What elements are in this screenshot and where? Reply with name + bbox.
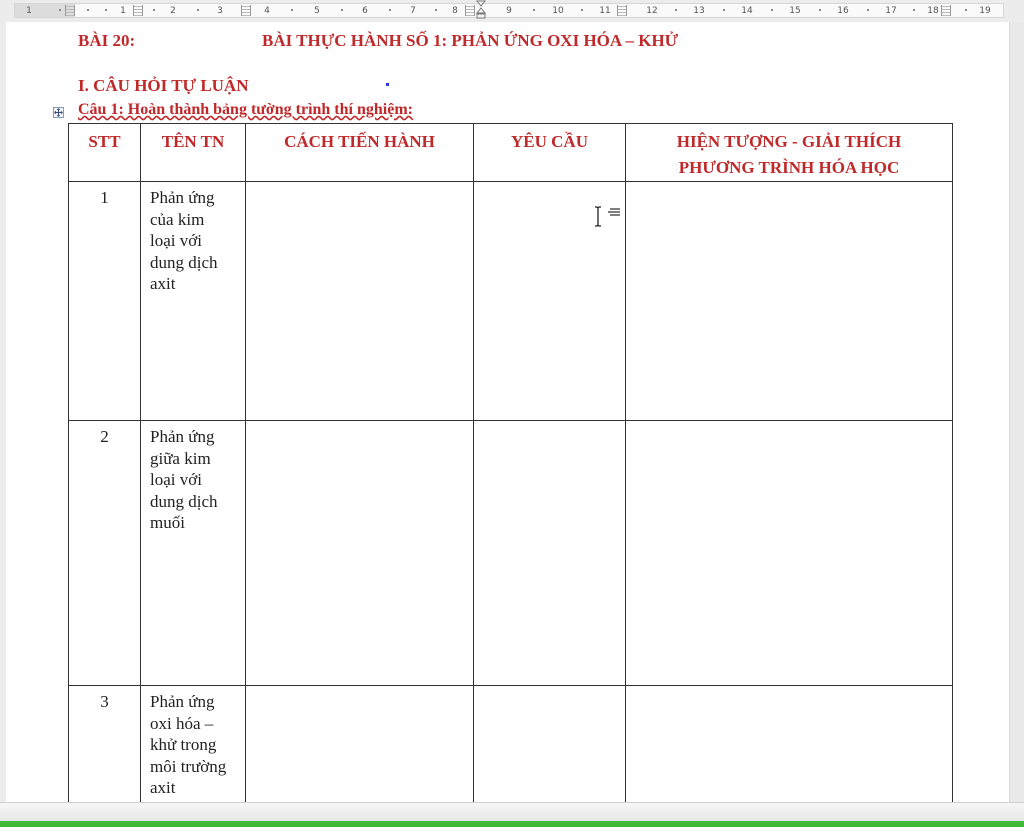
header-phenomenon-line1: HIỆN TƯỢNG - GIẢI THÍCH [676, 132, 902, 151]
header-stt: STT [69, 124, 141, 182]
ruler-number: 14 [741, 6, 753, 16]
ruler-number: 19 [979, 6, 991, 16]
experiment-name-line: muối [150, 513, 185, 532]
procedure-cell[interactable] [246, 686, 474, 804]
lab-report-table[interactable] [68, 123, 953, 804]
experiment-name-cell[interactable] [141, 421, 246, 686]
text-marker [386, 83, 389, 86]
experiment-name-line: dung dịch [150, 491, 218, 511]
phenomenon-cell[interactable] [626, 182, 953, 421]
ruler-tick [675, 9, 677, 11]
ruler-number: 5 [314, 6, 320, 16]
stt-cell[interactable]: 1 [69, 182, 141, 421]
ruler-number: 4 [264, 6, 270, 16]
table-row [69, 421, 953, 686]
ruler-number: 3 [217, 6, 223, 16]
ruler-tick [87, 9, 89, 11]
experiment-name-line: khử trong [150, 735, 217, 754]
requirement-cell[interactable] [474, 686, 626, 804]
ruler-number: 17 [885, 6, 897, 16]
ruler-column-marker[interactable] [241, 5, 251, 16]
horizontal-ruler[interactable] [0, 0, 1024, 23]
ruler-tick [819, 9, 821, 11]
experiment-name-line: Phản ứng [150, 188, 215, 207]
experiment-name-line: axit [150, 274, 176, 293]
experiment-name-line: giữa kim [150, 448, 211, 468]
lesson-title: BÀI THỰC HÀNH SỐ 1: PHẢN ỨNG OXI HÓA – KHỬ [262, 31, 679, 50]
ruler-tick [581, 9, 583, 11]
ruler-column-marker[interactable] [65, 5, 75, 16]
experiment-name-line: của kim [150, 209, 205, 229]
ruler-number: 11 [599, 6, 611, 16]
experiment-name-line: axit [150, 778, 176, 797]
ruler-tick [435, 9, 437, 11]
ruler-number: 7 [410, 6, 416, 16]
ruler-number: 1 [26, 6, 32, 16]
vertical-scroll-area[interactable] [1009, 22, 1024, 802]
procedure-cell[interactable] [246, 182, 474, 421]
experiment-name-line: loại với [150, 470, 202, 489]
ruler-column-marker[interactable] [133, 5, 143, 16]
ruler-tick [913, 9, 915, 11]
requirement-cell[interactable] [474, 421, 626, 686]
experiment-name-line: loại với [150, 231, 202, 250]
horizontal-scrollbar[interactable] [0, 802, 1024, 822]
ruler-tick [771, 9, 773, 11]
ruler-tick [153, 9, 155, 11]
section-heading: I. CÂU HỎI TỰ LUẬN [78, 76, 249, 95]
header-requirement: YÊU CẦU [474, 124, 626, 182]
text-cursor-icon [594, 205, 622, 229]
ruler-tick [723, 9, 725, 11]
stt-cell[interactable]: 3 [69, 686, 141, 804]
header-experiment-name: TÊN TN [141, 124, 246, 182]
ruler-number: 15 [789, 6, 801, 16]
ruler-tick [105, 9, 107, 11]
ruler-tick [197, 9, 199, 11]
header-procedure: CÁCH TIẾN HÀNH [246, 124, 474, 182]
question-1-heading: Câu 1: Hoàn thành bảng tường trình thí nghiệm: [78, 101, 413, 118]
ruler-number: 12 [646, 6, 658, 16]
experiment-name-line: Phản ứng [150, 427, 215, 446]
table-move-handle-icon[interactable] [53, 107, 64, 118]
indent-marker-icon[interactable] [476, 0, 486, 19]
experiment-name-cell[interactable] [141, 182, 246, 421]
ruler-number: 13 [693, 6, 705, 16]
procedure-cell[interactable] [246, 421, 474, 686]
status-bar [0, 821, 1024, 827]
ruler-tick [291, 9, 293, 11]
ruler-scale [14, 3, 1004, 18]
page-left-edge [0, 22, 6, 802]
ruler-number: 1 [120, 6, 126, 16]
stt-cell[interactable]: 2 [69, 421, 141, 686]
header-phenomenon [626, 124, 953, 182]
ruler-tick [389, 9, 391, 11]
phenomenon-cell[interactable] [626, 421, 953, 686]
ruler-number: 9 [506, 6, 512, 16]
ruler-number: 10 [552, 6, 564, 16]
ruler-number: 8 [452, 6, 458, 16]
ruler-number: 2 [170, 6, 176, 16]
ruler-tick [533, 9, 535, 11]
experiment-name-cell[interactable] [141, 686, 246, 804]
ruler-tick [59, 9, 61, 11]
ruler-number: 18 [927, 6, 939, 16]
experiment-name-line: dung dịch [150, 252, 218, 272]
table-header-row [69, 124, 953, 182]
ruler-column-marker[interactable] [617, 5, 627, 16]
ruler-tick [965, 9, 967, 11]
ruler-number: 16 [837, 6, 849, 16]
table-row [69, 686, 953, 804]
ruler-column-marker[interactable] [465, 5, 475, 16]
lesson-label: BÀI 20: [78, 31, 136, 50]
experiment-name-line: Phản ứng [150, 692, 215, 711]
header-phenomenon-line2: PHƯƠNG TRÌNH HÓA HỌC [678, 158, 900, 177]
ruler-number: 6 [362, 6, 368, 16]
ruler-tick [867, 9, 869, 11]
experiment-name-line: oxi hóa – [150, 713, 214, 733]
experiment-name-line: môi trường [150, 756, 227, 776]
ruler-column-marker[interactable] [941, 5, 951, 16]
phenomenon-cell[interactable] [626, 686, 953, 804]
ruler-tick [341, 9, 343, 11]
table-row [69, 182, 953, 421]
